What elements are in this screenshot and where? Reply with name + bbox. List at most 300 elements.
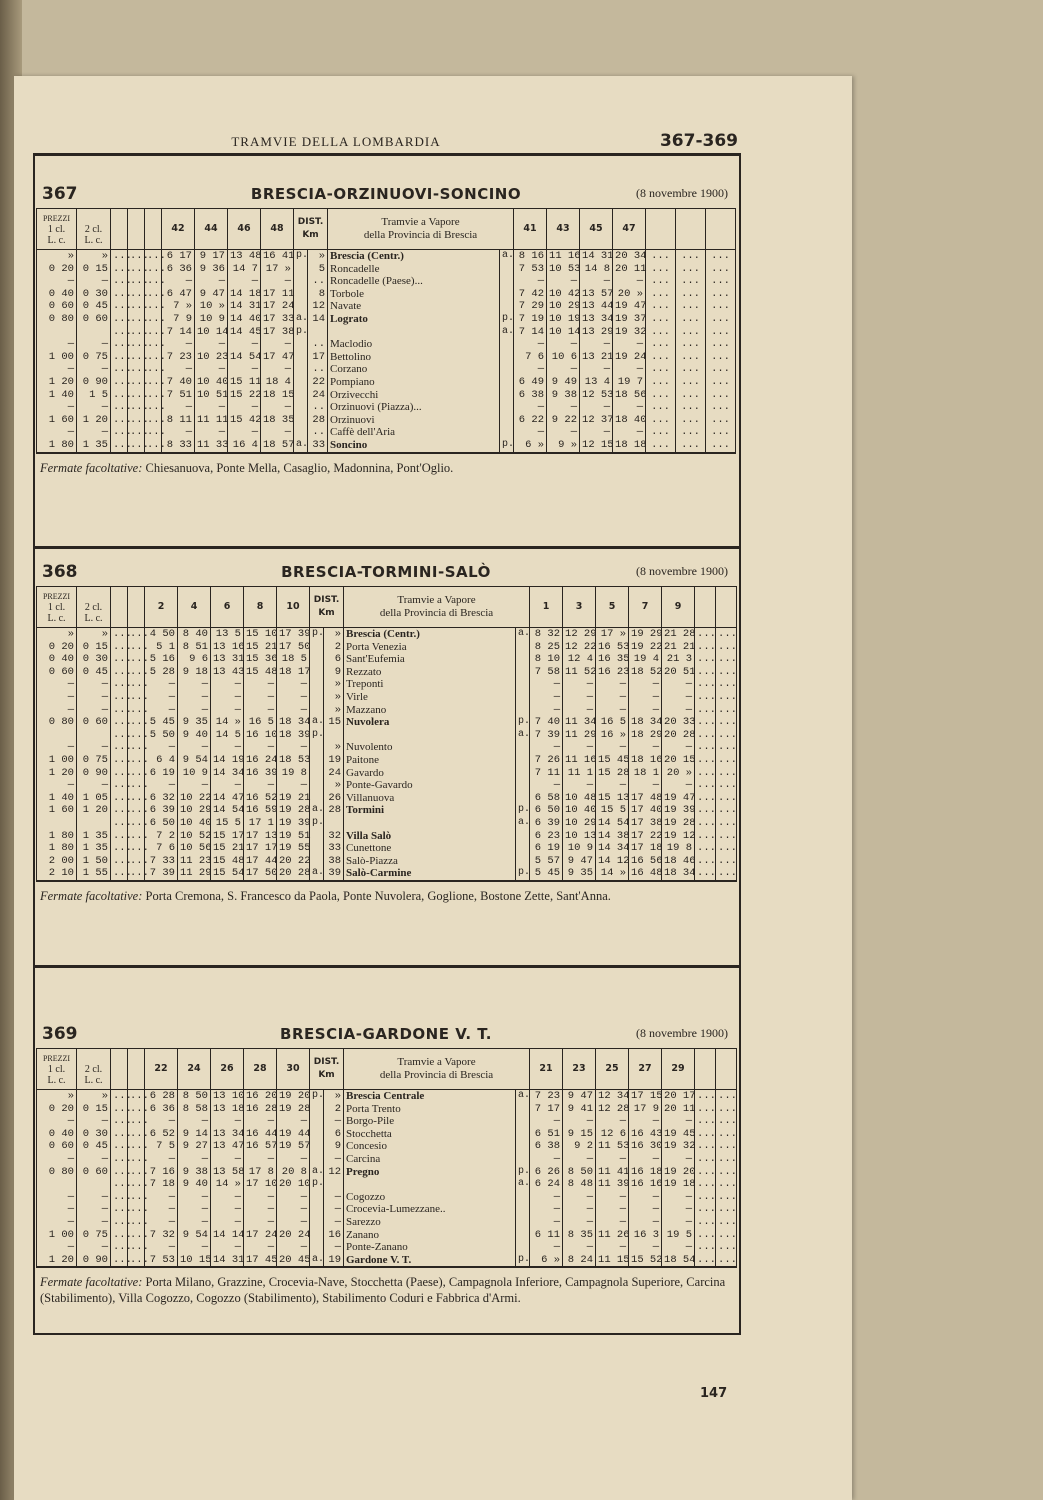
empty-cell: ... [706, 389, 736, 402]
class-label: 2 cl. [84, 223, 103, 235]
departure-time-down: 7 32 [145, 1229, 178, 1242]
empty-cell: ... [128, 867, 145, 881]
station-name [344, 754, 516, 767]
departure-time-up: — [547, 275, 580, 288]
optional-stops-note [36, 1268, 736, 1306]
distance-km: » [324, 1090, 344, 1103]
timetable-row [37, 754, 737, 767]
departure-time-down: 14 18 [228, 288, 261, 301]
class-label: 1 cl. [47, 601, 66, 613]
empty-cell: ... [646, 313, 676, 326]
departure-time-up: 7 26 [530, 754, 563, 767]
distance-km: 12 [308, 300, 328, 313]
empty-cell: ... [111, 779, 128, 792]
train-number-down: 4 [178, 587, 211, 628]
distance-km: .. [308, 275, 328, 288]
departure-time-down: 9 54 [178, 1229, 211, 1242]
arr-dep-mark [294, 401, 308, 414]
station-name [344, 729, 516, 742]
station-name [328, 300, 500, 313]
departure-time-down: — [145, 1203, 178, 1216]
timetable-row [37, 628, 737, 641]
empty-cell: ... [111, 1140, 128, 1153]
arr-dep-mark [310, 741, 324, 754]
departure-time-up: 14 » [596, 867, 629, 881]
fare-1st-class: — [37, 338, 77, 351]
departure-time-down: 19 28 [277, 804, 310, 817]
fare-1st-class: 1 80 [37, 439, 77, 453]
empty-train-column [646, 209, 676, 250]
train-number-up: 7 [629, 587, 662, 628]
distance-km: 39 [324, 867, 344, 881]
arr-dep-mark [294, 351, 308, 364]
fare-1st-class: — [37, 363, 77, 376]
departure-time-up: 19 4 [629, 653, 662, 666]
empty-cell: ... [128, 1229, 145, 1242]
train-number-down: 28 [244, 1049, 277, 1090]
departure-time-up: 10 40 [563, 804, 596, 817]
departure-time-up: 10 42 [547, 288, 580, 301]
empty-cell: ... [716, 1241, 737, 1254]
empty-cell: ... [128, 250, 145, 263]
fare-2nd-class: 0 45 [77, 1140, 111, 1153]
arr-dep-mark [516, 855, 530, 868]
departure-time-up: 13 57 [580, 288, 613, 301]
departure-time-down: 17 13 [244, 830, 277, 843]
departure-time-up: 9 15 [563, 1128, 596, 1141]
distance-km: .. [308, 363, 328, 376]
departure-time-up: 19 7 [613, 376, 646, 389]
departure-time-up: 7 53 [514, 263, 547, 276]
departure-time-up: — [629, 1191, 662, 1204]
departure-time-up: 11 1 [563, 767, 596, 780]
fare-2nd-class: 0 30 [77, 1128, 111, 1141]
departure-time-up: 18 29 [629, 729, 662, 742]
distance-km: — [324, 1241, 344, 1254]
departure-time-down: — [195, 426, 228, 439]
arr-dep-mark: a. [310, 1166, 324, 1179]
departure-time-down: — [145, 1153, 178, 1166]
arr-dep-mark: p. [516, 1254, 530, 1268]
station-name [344, 691, 516, 704]
currency-label: L. c. [84, 612, 103, 624]
station-name-text: Cogozzo [346, 1190, 386, 1203]
departure-time-up: 19 18 [662, 1178, 695, 1191]
empty-cell: ... [128, 792, 145, 805]
station-name [344, 767, 516, 780]
fare-2nd-class: — [77, 426, 111, 439]
departure-time-up: — [514, 426, 547, 439]
empty-cell: ... [145, 351, 162, 364]
arr-dep-mark [500, 426, 514, 439]
empty-cell: ... [111, 830, 128, 843]
optional-stops-note [36, 882, 736, 904]
arr-dep-mark [516, 792, 530, 805]
train-number-up: 5 [596, 587, 629, 628]
fare-1st-class: 0 40 [37, 288, 77, 301]
departure-time-down: — [228, 275, 261, 288]
arr-dep-mark [310, 1241, 324, 1254]
departure-time-up: — [563, 741, 596, 754]
distance-km: » [324, 779, 344, 792]
fare-2nd-class: 1 35 [77, 439, 111, 453]
departure-time-down: — [145, 678, 178, 691]
departure-time-down: — [178, 741, 211, 754]
station-name-text: Navate [330, 300, 362, 313]
departure-time-up: 6 58 [530, 792, 563, 805]
empty-cell: ... [111, 817, 128, 830]
timetable-row [37, 1153, 737, 1166]
departure-time-down: 7 51 [162, 389, 195, 402]
empty-cell: ... [695, 704, 716, 717]
empty-train-column [111, 209, 128, 250]
train-number-up: 1 [530, 587, 563, 628]
train-number-up: 45 [580, 209, 613, 250]
departure-time-up: 17 38 [629, 817, 662, 830]
departure-time-down: 20 10 [277, 1178, 310, 1191]
empty-cell: ... [716, 628, 737, 641]
empty-cell: ... [695, 1103, 716, 1116]
departure-time-up: 18 54 [662, 1254, 695, 1268]
departure-time-up: 21 28 [662, 628, 695, 641]
departure-time-down: 17 24 [244, 1229, 277, 1242]
departure-time-down: 18 34 [277, 716, 310, 729]
timetable-row [37, 779, 737, 792]
class-label: 2 cl. [84, 1063, 103, 1075]
departure-time-up: 20 17 [662, 1090, 695, 1103]
departure-time-down: 9 18 [178, 666, 211, 679]
arr-dep-mark [516, 1216, 530, 1229]
timetable-row [37, 804, 737, 817]
empty-cell: ... [716, 1153, 737, 1166]
departure-time-up: — [530, 1241, 563, 1254]
empty-cell: ... [676, 313, 706, 326]
departure-time-down: — [195, 275, 228, 288]
station-name-text: Treponti [346, 678, 384, 691]
station-name-bold: Tormini [346, 804, 385, 817]
departure-time-up: 18 34 [629, 716, 662, 729]
fare-2nd-class: 0 90 [77, 1254, 111, 1268]
empty-cell: ... [111, 666, 128, 679]
station-name [344, 1090, 516, 1103]
departure-time-down: 9 27 [178, 1140, 211, 1153]
departure-time-down: — [178, 1203, 211, 1216]
station-name-text: Ponte-Gavardo [346, 779, 413, 792]
departure-time-down: 18 35 [261, 414, 294, 427]
timetable-row [37, 250, 736, 263]
departure-time-up: 20 28 [662, 729, 695, 742]
station-name [328, 288, 500, 301]
departure-time-up: — [547, 338, 580, 351]
distance-km: » [324, 704, 344, 717]
dist-label: DIST. [313, 1057, 340, 1068]
departure-time-down: — [244, 779, 277, 792]
empty-cell: ... [128, 313, 145, 326]
departure-time-down: 5 16 [145, 653, 178, 666]
company-line-2: della Provincia di Brescia [379, 607, 494, 619]
station-name-text: Bettolino [330, 350, 371, 363]
empty-cell: ... [716, 817, 737, 830]
departure-time-up: 12 29 [563, 628, 596, 641]
fare-1st-class: 0 60 [37, 300, 77, 313]
arr-dep-mark [516, 1241, 530, 1254]
empty-cell: ... [111, 653, 128, 666]
empty-cell: ... [128, 691, 145, 704]
departure-time-up: 7 29 [514, 300, 547, 313]
optional-stops-label: Fermate facoltative: [40, 1275, 143, 1290]
station-name [344, 830, 516, 843]
section-divider [33, 546, 739, 549]
departure-time-up: — [662, 741, 695, 754]
empty-cell: ... [716, 867, 737, 881]
fare-2nd-class: — [77, 1153, 111, 1166]
arr-dep-mark [310, 691, 324, 704]
departure-time-up: — [530, 1203, 563, 1216]
empty-cell: ... [646, 401, 676, 414]
departure-time-up: 13 44 [580, 300, 613, 313]
station-name-text: Virle [346, 690, 368, 703]
departure-time-up: — [530, 1153, 563, 1166]
departure-time-down: — [178, 691, 211, 704]
station-name-bold: Gardone V. T. [346, 1253, 412, 1266]
departure-time-up: 6 19 [530, 842, 563, 855]
departure-time-up: 20 » [613, 288, 646, 301]
arr-dep-mark [516, 678, 530, 691]
fare-1st-class: — [37, 704, 77, 717]
departure-time-down: — [261, 338, 294, 351]
empty-cell: ... [128, 741, 145, 754]
departure-time-up: 19 20 [662, 1166, 695, 1179]
empty-train-column [111, 587, 128, 628]
empty-cell: ... [111, 867, 128, 881]
departure-time-up: 18 18 [613, 439, 646, 453]
spacer [79, 1053, 108, 1064]
empty-cell: ... [695, 1203, 716, 1216]
station-name-bold: Lograto [330, 312, 368, 325]
empty-cell: ... [706, 426, 736, 439]
empty-cell: ... [706, 414, 736, 427]
arr-dep-mark [294, 376, 308, 389]
arr-dep-mark [310, 779, 324, 792]
departure-time-down: — [228, 338, 261, 351]
empty-cell: ... [128, 439, 145, 453]
departure-time-down: 7 » [162, 300, 195, 313]
empty-cell: ... [128, 729, 145, 742]
empty-cell: ... [695, 842, 716, 855]
empty-cell: ... [128, 641, 145, 654]
arr-dep-mark [516, 754, 530, 767]
company-header [328, 209, 514, 250]
departure-time-up: — [662, 691, 695, 704]
empty-cell: ... [111, 1216, 128, 1229]
departure-time-down: 9 14 [178, 1128, 211, 1141]
empty-cell: ... [128, 704, 145, 717]
empty-train-column [111, 1049, 128, 1090]
empty-cell: ... [111, 401, 128, 414]
fare-1st-class: — [37, 678, 77, 691]
train-number-up: 29 [662, 1049, 695, 1090]
section-number: 369 [42, 1024, 78, 1044]
arr-dep-mark [310, 1191, 324, 1204]
departure-time-up: 16 23 [596, 666, 629, 679]
station-name-text: Orzinuovi [330, 413, 375, 426]
empty-cell: ... [706, 300, 736, 313]
distance-km: 6 [324, 653, 344, 666]
empty-cell: ... [695, 1115, 716, 1128]
fare-2nd-class: 1 55 [77, 867, 111, 881]
departure-time-down: — [244, 1203, 277, 1216]
fare-1st-class: 0 60 [37, 666, 77, 679]
departure-time-up: — [530, 779, 563, 792]
arr-dep-mark [310, 1128, 324, 1141]
timetable-row [37, 678, 737, 691]
prezzi-label: PREZZI [42, 1053, 71, 1063]
fare-2nd-class: 1 05 [77, 792, 111, 805]
departure-time-up: — [629, 704, 662, 717]
departure-time-up: 11 26 [596, 1229, 629, 1242]
station-name-text: Porta Trento [346, 1102, 401, 1115]
arr-dep-mark: a. [500, 250, 514, 263]
timetable [36, 586, 737, 882]
optional-stops-label: Fermate facoltative: [40, 460, 143, 475]
arr-dep-mark [516, 704, 530, 717]
currency-label: L. c. [47, 612, 66, 624]
timetable-row [37, 288, 736, 301]
departure-time-down: 16 20 [244, 1090, 277, 1103]
departure-time-up: 11 34 [563, 716, 596, 729]
fare-1st-class: 0 20 [37, 641, 77, 654]
empty-cell: ... [695, 653, 716, 666]
train-number-up: 25 [596, 1049, 629, 1090]
empty-cell: ... [128, 275, 145, 288]
arr-dep-mark [310, 1140, 324, 1153]
departure-time-down: — [162, 338, 195, 351]
train-number-down: 46 [228, 209, 261, 250]
departure-time-up: 16 5 [596, 716, 629, 729]
arr-dep-mark [516, 830, 530, 843]
distance-km: 9 [324, 666, 344, 679]
departure-time-up: 11 29 [563, 729, 596, 742]
departure-time-down: 10 56 [178, 842, 211, 855]
departure-time-down: 10 40 [195, 376, 228, 389]
fare-2nd-class: 0 60 [77, 1166, 111, 1179]
empty-cell: ... [145, 300, 162, 313]
fare-2nd-class: — [77, 779, 111, 792]
departure-time-up: 16 » [596, 729, 629, 742]
station-name-bold: Nuvolera [346, 716, 390, 729]
empty-cell: ... [695, 641, 716, 654]
arr-dep-mark [500, 376, 514, 389]
empty-cell: ... [716, 704, 737, 717]
departure-time-up: — [629, 1216, 662, 1229]
station-name [344, 1166, 516, 1179]
departure-time-down: 13 16 [211, 641, 244, 654]
departure-time-down: 17 1 [244, 817, 277, 830]
empty-cell: ... [676, 376, 706, 389]
station-name [344, 1128, 516, 1141]
empty-cell: ... [695, 1216, 716, 1229]
distance-header [310, 587, 344, 628]
departure-time-down: 9 6 [178, 653, 211, 666]
station-name [344, 842, 516, 855]
station-name-text: Roncadelle (Paese)... [330, 275, 423, 288]
empty-cell: ... [695, 830, 716, 843]
empty-cell: ... [111, 351, 128, 364]
arr-dep-mark [310, 1229, 324, 1242]
arr-dep-mark: a. [294, 313, 308, 326]
station-name [328, 351, 500, 364]
fare-1st-class: — [37, 401, 77, 414]
departure-time-down: 14 31 [211, 1254, 244, 1268]
departure-time-down: 10 23 [195, 351, 228, 364]
departure-time-down: 18 15 [261, 389, 294, 402]
departure-time-up: — [662, 678, 695, 691]
timetable-row [37, 1241, 737, 1254]
fare-2nd-class: — [77, 678, 111, 691]
departure-time-down: 8 11 [162, 414, 195, 427]
timetable-row [37, 1216, 737, 1229]
distance-km: 15 [324, 716, 344, 729]
empty-cell: ... [128, 338, 145, 351]
departure-time-up: 14 8 [580, 263, 613, 276]
departure-time-down: 6 47 [162, 288, 195, 301]
empty-cell: ... [716, 1191, 737, 1204]
distance-km: 28 [324, 804, 344, 817]
empty-cell: ... [646, 363, 676, 376]
empty-cell: ... [676, 439, 706, 453]
price-1st-class-header [37, 209, 77, 250]
empty-cell: ... [706, 288, 736, 301]
departure-time-up: 20 33 [662, 716, 695, 729]
optional-stops-text: Chiesanuova, Ponte Mella, Casaglio, Madonnina, Pont'Oglio. [145, 460, 454, 475]
distance-km: 19 [324, 1254, 344, 1268]
timetable-row [37, 1140, 737, 1153]
arr-dep-mark [500, 263, 514, 276]
departure-time-up: 13 21 [580, 351, 613, 364]
arr-dep-mark: p. [310, 1178, 324, 1191]
station-name [328, 389, 500, 402]
empty-cell: ... [706, 376, 736, 389]
departure-time-up: 5 57 [530, 855, 563, 868]
arr-dep-mark: a. [516, 628, 530, 641]
station-name-text: Salò-Piazza [346, 854, 398, 867]
empty-cell: ... [111, 804, 128, 817]
empty-cell: ... [695, 792, 716, 805]
departure-time-down: 18 4 [261, 376, 294, 389]
station-name-text: Cunettone [346, 842, 392, 855]
empty-cell: ... [706, 263, 736, 276]
departure-time-down: 13 34 [211, 1128, 244, 1141]
departure-time-down: — [261, 363, 294, 376]
departure-time-down: 19 20 [277, 1090, 310, 1103]
distance-km: 8 [308, 288, 328, 301]
prezzi-label: PREZZI [42, 213, 71, 223]
arr-dep-mark [516, 691, 530, 704]
departure-time-up: 12 37 [580, 414, 613, 427]
empty-cell: ... [128, 426, 145, 439]
empty-cell: ... [145, 288, 162, 301]
departure-time-up: — [580, 363, 613, 376]
distance-km: 12 [324, 1166, 344, 1179]
departure-time-down: 18 5 [277, 653, 310, 666]
departure-time-up: — [530, 1191, 563, 1204]
departure-time-up: 6 39 [530, 817, 563, 830]
empty-cell: ... [646, 439, 676, 453]
departure-time-up: 6 » [530, 1254, 563, 1268]
empty-cell: ... [111, 1128, 128, 1141]
timetable-section-368 [36, 560, 736, 904]
departure-time-down: 4 50 [145, 628, 178, 641]
